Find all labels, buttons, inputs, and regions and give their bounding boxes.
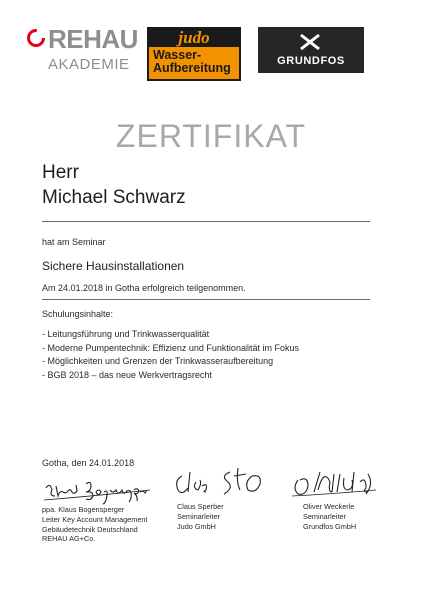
signer-company: Grundfos GmbH [303, 521, 357, 531]
topic-item: - Möglichkeiten und Grenzen der Trinkwasseraufbereitung [42, 356, 274, 366]
completion-text: Am 24.01.2018 in Gotha erfolgreich teilgenommen. [42, 283, 246, 293]
grundfos-logo [258, 27, 364, 73]
signature-sperber [168, 462, 274, 504]
rehau-mark-icon [26, 28, 46, 48]
topics-list [42, 328, 299, 382]
signer-weckerle [303, 502, 356, 531]
grundfos-mark-icon [296, 32, 324, 52]
seminar-title: Sichere Hausinstallationen [42, 259, 185, 273]
judo-line1: Wasser- [153, 48, 202, 62]
grundfos-name: GRUNDFOS [277, 55, 345, 67]
judo-logo [147, 27, 241, 81]
recipient-salutation: Herr [42, 162, 79, 183]
signature-bogensperger [42, 474, 154, 506]
signer-name: Oliver Weckerle [303, 502, 355, 511]
judo-brand: judo [149, 29, 239, 47]
rehau-akademie-logo [26, 22, 138, 80]
rehau-name: REHAU [48, 24, 138, 54]
signer-name: ppa. Klaus Bogensperger [42, 505, 125, 514]
signer-role: Seminarleiter [177, 511, 220, 521]
certificate-title: ZERTIFIKAT [115, 118, 307, 154]
rehau-subtitle: AKADEMIE [48, 56, 130, 73]
recipient-name: Michael Schwarz [42, 187, 186, 208]
topic-item: - BGB 2018 – das neue Werkvertragsrecht [42, 369, 212, 380]
place-date: Gotha, den 24.01.2018 [42, 458, 135, 468]
contents-label: Schulungsinhalte: [42, 309, 114, 319]
divider [42, 299, 370, 300]
signer-role: Leiter Key Account Management [42, 514, 148, 524]
topic-item: - Moderne Pumpentechnik: Effizienz und Funktionalität im Fokus [42, 342, 299, 353]
signer-company: Judo GmbH [177, 521, 216, 531]
signer-bogensperger [42, 505, 147, 544]
signer-sperber [177, 502, 224, 531]
judo-line2: Aufbereitung [153, 61, 231, 75]
signer-department: Gebäudetechnik Deutschland [42, 524, 138, 534]
signer-company: REHAU AG+Co. [42, 534, 96, 544]
signature-weckerle [288, 462, 378, 504]
topic-item: - Leitungsführung und Trinkwasserqualität [42, 329, 210, 339]
signer-name: Claus Sperber [177, 502, 224, 511]
divider [42, 221, 370, 222]
intro-text: hat am Seminar [42, 237, 106, 247]
signer-role: Seminarleiter [303, 511, 346, 521]
